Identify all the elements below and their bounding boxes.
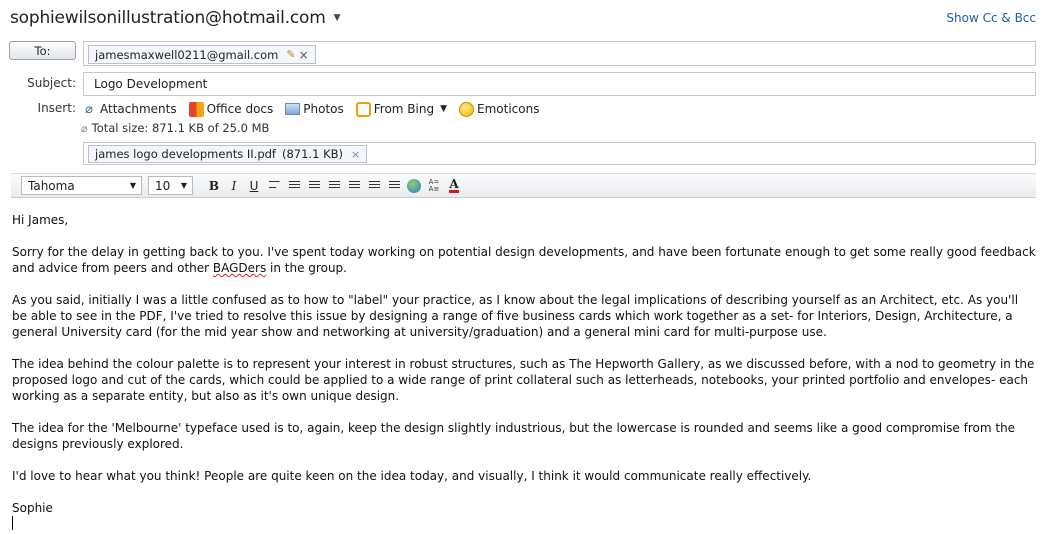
spellcheck-button[interactable]: [425, 176, 443, 195]
insert-item-label: Attachments: [100, 102, 177, 116]
message-body[interactable]: [12, 212, 1036, 516]
to-button[interactable]: To:: [9, 41, 76, 60]
insert-photos-button[interactable]: [285, 102, 343, 116]
chevron-down-icon[interactable]: ▼: [333, 13, 341, 23]
bold-button[interactable]: B: [208, 178, 220, 193]
photos-icon: [285, 103, 300, 115]
font-family-select[interactable]: [21, 176, 142, 195]
underline-button[interactable]: U: [249, 178, 259, 193]
insert-link-button[interactable]: [405, 176, 423, 195]
outdent-icon: [369, 181, 380, 190]
chevron-down-icon: ▼: [129, 181, 136, 190]
insert-toolbar: [81, 101, 551, 117]
font-color-icon: A: [449, 177, 459, 191]
recipient-address: jamesmaxwell0211@gmail.com: [95, 47, 279, 62]
paperclip-icon: ⌀: [81, 121, 88, 135]
show-cc-bcc-link[interactable]: Show Cc & Bcc: [946, 11, 1036, 25]
chevron-down-icon: ▼: [180, 181, 187, 190]
from-address[interactable]: sophiewilsonillustration@hotmail.com: [10, 8, 326, 28]
insert-item-label: Office docs: [206, 102, 274, 116]
spellcheck-icon-bottom: A≡: [428, 184, 440, 193]
align-center-icon: [289, 181, 300, 190]
to-field[interactable]: [83, 41, 1036, 66]
signature: Sophie: [12, 501, 53, 515]
chevron-down-icon[interactable]: ▼: [440, 104, 448, 114]
font-family-value: Tahoma: [28, 178, 75, 193]
bing-icon: [356, 102, 371, 117]
from-selector[interactable]: [10, 5, 341, 31]
align-left-icon: [269, 181, 280, 190]
italic-button[interactable]: I: [231, 178, 237, 193]
attachments-area: [83, 142, 1036, 165]
insert-item-label: Emoticons: [477, 102, 540, 116]
attachment-size: (871.1 KB): [282, 147, 343, 161]
total-size: [81, 121, 269, 135]
font-size-value: 10: [155, 178, 171, 193]
office-docs-icon: [189, 102, 204, 117]
numbered-list-icon: [329, 181, 340, 190]
align-left-button[interactable]: [265, 176, 283, 195]
greeting: Hi James,: [12, 213, 69, 227]
total-size-text: Total size: 871.1 KB of 25.0 MB: [91, 121, 270, 135]
paragraph-1-end: in the group.: [266, 261, 347, 275]
remove-recipient-icon[interactable]: ×: [298, 47, 309, 62]
spellcheck-icon-top: A=: [428, 177, 440, 186]
align-right-button[interactable]: [305, 176, 323, 195]
formatting-toolbar: [11, 173, 1036, 198]
align-center-button[interactable]: [285, 176, 303, 195]
font-size-select[interactable]: [148, 176, 193, 195]
numbered-list-button[interactable]: [325, 176, 343, 195]
insert-item-label: Photos: [303, 102, 344, 116]
insert-office-docs-button[interactable]: [189, 102, 274, 117]
globe-link-icon: [407, 179, 421, 193]
paperclip-icon: ⌀: [85, 101, 93, 117]
bulleted-list-icon: [349, 181, 360, 190]
align-right-icon: [309, 181, 320, 190]
attachment-name: james logo developments II.pdf: [95, 147, 276, 161]
insert-attachments-button[interactable]: [81, 102, 177, 117]
paragraph-1: [12, 244, 1036, 276]
paragraph-5: I'd love to hear what you think! People are quite keen on the idea today, and visually, I think it would communicate really effectively.: [12, 469, 812, 483]
font-color-button[interactable]: [445, 176, 463, 195]
text-cursor: [12, 516, 13, 530]
insert-from-bing-button[interactable]: [356, 102, 447, 117]
paragraph-1-text: Sorry for the delay in getting back to you. I've spent today working on potential design developments, and have been fortunate enough to get some really good feedback and advice from peers and other: [12, 245, 1036, 275]
subject-label: Subject:: [27, 76, 76, 90]
indent-button[interactable]: [385, 176, 403, 195]
emoticon-icon: [459, 102, 474, 117]
paragraph-4: The idea for the 'Melbourne' typeface used is to, again, keep the design slightly industrious, but the lowercase is rounded and seems like a good compromise from the designs previously explored.: [12, 421, 1016, 451]
insert-emoticons-button[interactable]: [459, 102, 539, 117]
remove-attachment-icon[interactable]: ×: [350, 147, 361, 161]
attachment-chip[interactable]: [88, 145, 367, 163]
paragraph-2: As you said, initially I was a little confused as to how to "label" your practice, as I know about the legal implications of describing yourself as an Architect, etc. As you'll be able to see in the PDF, I've tried to resolve this issue by designing a range of five business cards which work together as a set- for Interiors, Design, Architecture, a general University card (for the mid year show and networking at university/graduation) and a general mini card for multi-purpose use.: [12, 293, 1019, 339]
edit-pencil-icon[interactable]: ✎: [286, 48, 296, 61]
spellcheck-icon: [429, 179, 440, 193]
subject-input[interactable]: Logo Development: [83, 72, 1036, 96]
paragraph-3: The idea behind the colour palette is to represent your interest in robust structures, such as The Hepworth Gallery, as we discussed before, with a nod to geometry in the proposed logo and cut of the cards, which could be applied to a wide range of print collateral such as letterheads, notebooks, your printed portfolio and envelopes- each working as a separate entity, but also as it's own unique design.: [12, 357, 1035, 403]
insert-label: Insert:: [37, 101, 76, 115]
bulleted-list-button[interactable]: [345, 176, 363, 195]
spelling-error[interactable]: BAGDers: [212, 261, 267, 275]
indent-icon: [389, 181, 400, 190]
insert-item-label: From Bing: [373, 102, 435, 116]
outdent-button[interactable]: [365, 176, 383, 195]
recipient-chip[interactable]: [88, 45, 316, 64]
